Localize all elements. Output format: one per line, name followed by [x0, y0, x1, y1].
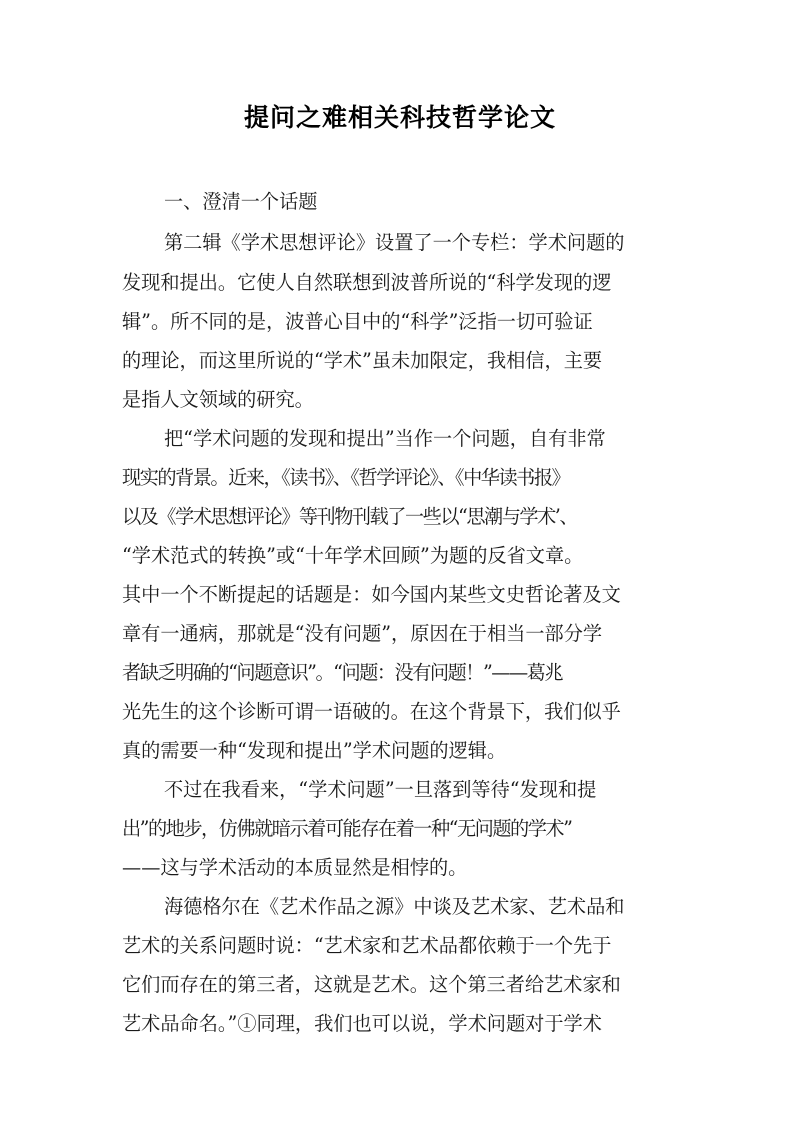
body-line: 的理论，而这里所说的“学术”虽未加限定，我相信，主要 [122, 349, 603, 372]
section-heading: 一、澄清一个话题 [164, 190, 318, 213]
body-line: 以及《学术思想评论》等刊物刊载了一些以“思潮与学术’、 [122, 505, 578, 528]
body-line: ——这与学术活动的本质显然是相悖的。 [122, 856, 468, 879]
body-line: 出”的地步，仿佛就暗示着可能存在着一种“无问题的学术” [122, 817, 572, 840]
body-line: 不过在我看来，“学术问题”一旦落到等待“发现和提 [164, 778, 597, 801]
body-line: 章有一通病，那就是“没有问题”，原因在于相当一部分学 [122, 622, 603, 645]
body-line: 光先生的这个诊断可谓一语破的。在这个背景下，我们似乎 [122, 700, 621, 723]
body-line: 把“学术问题的发现和提出”当作一个问题，自有非常 [164, 427, 606, 450]
body-line: 其中一个不断提起的话题是：如今国内某些文史哲论著及文 [122, 583, 621, 606]
body-line: 是指人文领域的研究。 [122, 388, 314, 411]
body-line: 艺术的关系问题时说：“艺术家和艺术品都依赖于一个先于 [122, 934, 612, 957]
body-line: 者缺乏明确的“问题意识”。“问题：没有问题！”——葛兆 [122, 661, 563, 684]
body-line: 现实的背景。近来，《读书》、《哲学评论》、《中华读书报》 [122, 466, 570, 489]
body-line: 真的需要一种“发现和提出”学术问题的逻辑。 [122, 739, 507, 762]
body-line: 辑”。所不同的是，波普心目中的“科学”泛指一切可验证 [122, 310, 593, 333]
document-title: 提问之难相关科技哲学论文 [243, 103, 556, 132]
body-line: 第二辑《学术思想评论》设置了一个专栏：学术问题的 [164, 231, 625, 254]
body-line: 海德格尔在《艺术作品之源》中谈及艺术家、艺术品和 [164, 895, 625, 918]
body-line: 艺术品命名。”①同理，我们也可以说，学术问题对于学术 [122, 1012, 602, 1035]
body-line: “学术范式的转换”或“十年学术回顾”为题的反省文章。 [122, 544, 584, 567]
body-line: 它们而存在的第三者，这就是艺术。这个第三者给艺术家和 [122, 973, 621, 996]
body-line: 发现和提出。它使人自然联想到波普所说的“科学发现的逻 [122, 271, 612, 294]
